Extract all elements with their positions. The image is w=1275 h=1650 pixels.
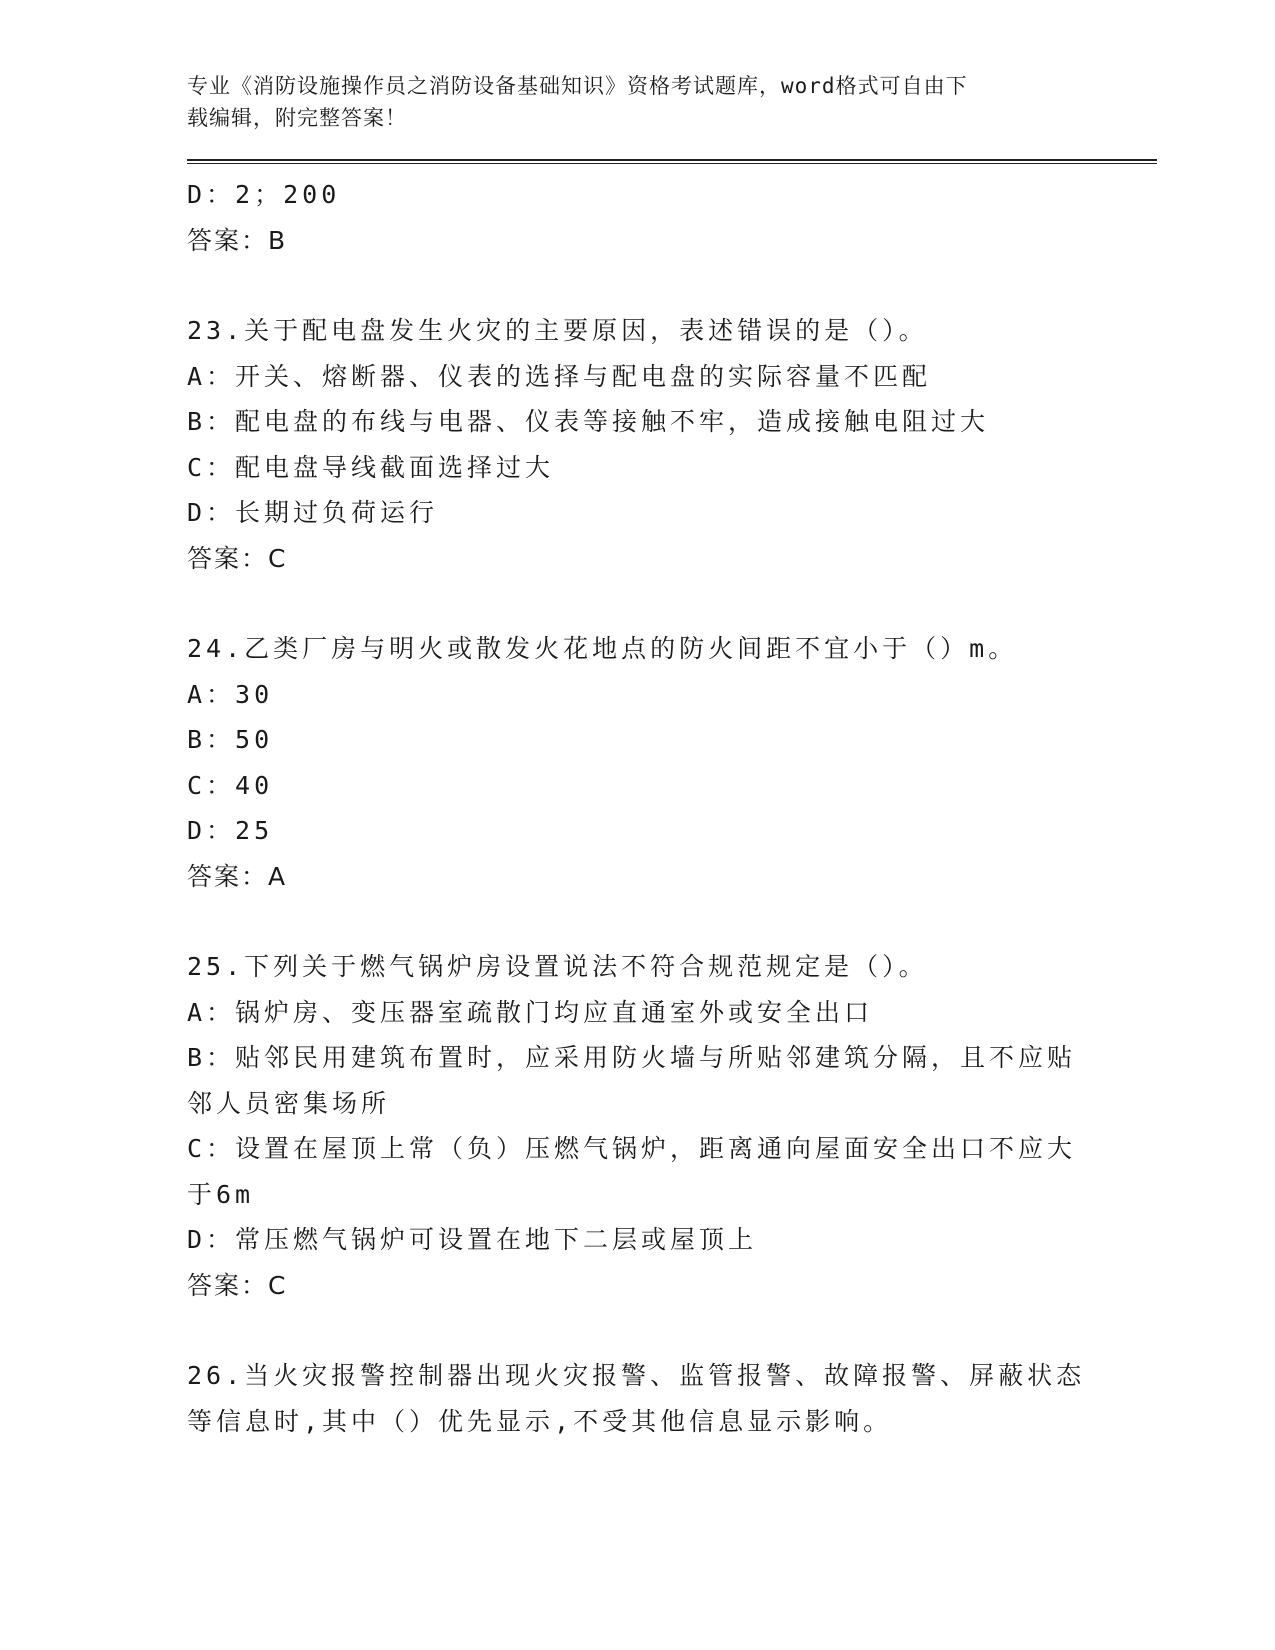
q23-option-d: D：长期过负荷运行 xyxy=(187,498,439,527)
question-list xyxy=(187,172,1167,1444)
q26-stem-line-1: 26.当火灾报警控制器出现火灾报警、监管报警、故障报警、屏蔽状态 xyxy=(187,1361,1086,1390)
document-header xyxy=(187,70,1067,134)
document-page xyxy=(187,70,1167,1444)
header-divider xyxy=(187,159,1157,164)
prev-answer: 答案：B xyxy=(187,225,288,255)
q23-option-b: B：配电盘的布线与电器、仪表等接触不牢，造成接触电阻过大 xyxy=(187,407,990,436)
spacer xyxy=(187,1308,1167,1353)
q25-option-d: D：常压燃气锅炉可设置在地下二层或屋顶上 xyxy=(187,1225,758,1254)
spacer xyxy=(187,899,1167,944)
q23-stem: 23.关于配电盘发生火灾的主要原因，表述错误的是（）。 xyxy=(187,316,928,345)
q23-option-c: C：配电盘导线截面选择过大 xyxy=(187,452,555,482)
q24-option-d: D：25 xyxy=(187,816,274,845)
q24-option-a: A：30 xyxy=(187,679,274,709)
q24-option-b: B：50 xyxy=(187,725,274,754)
prev-option-d: D：2；200 xyxy=(187,180,341,209)
spacer xyxy=(187,263,1167,308)
header-line-2: 载编辑，附完整答案！ xyxy=(187,106,407,130)
q23-answer: 答案：C xyxy=(187,543,288,573)
q24-option-c: C：40 xyxy=(187,770,274,800)
q25-option-b-line-1: B：贴邻民用建筑布置时，应采用防火墙与所贴邻建筑分隔，且不应贴 xyxy=(187,1043,1077,1072)
q25-option-c-line-2: 于6m xyxy=(187,1179,255,1209)
q23-option-a: A：开关、熔断器、仪表的选择与配电盘的实际容量不匹配 xyxy=(187,361,932,391)
q25-option-c-line-1: C：设置在屋顶上常（负）压燃气锅炉，距离通向屋面安全出口不应大 xyxy=(187,1134,1077,1163)
q25-stem: 25.下列关于燃气锅炉房设置说法不符合规范规定是（）。 xyxy=(187,952,928,981)
q26-stem-line-2: 等信息时,其中（）优先显示,不受其他信息显示影响。 xyxy=(187,1406,893,1436)
q25-option-a: A：锅炉房、变压器室疏散门均应直通室外或安全出口 xyxy=(187,997,874,1027)
header-line-1: 专业《消防设施操作员之消防设备基础知识》资格考试题库，word格式可自由下 xyxy=(187,74,968,98)
q24-answer: 答案：A xyxy=(187,861,288,891)
q25-answer: 答案：C xyxy=(187,1270,288,1300)
q24-stem: 24.乙类厂房与明火或散发火花地点的防火间距不宜小于（）m。 xyxy=(187,634,1018,663)
q25-option-b-line-2: 邻人员密集场所 xyxy=(187,1088,391,1118)
spacer xyxy=(187,581,1167,626)
